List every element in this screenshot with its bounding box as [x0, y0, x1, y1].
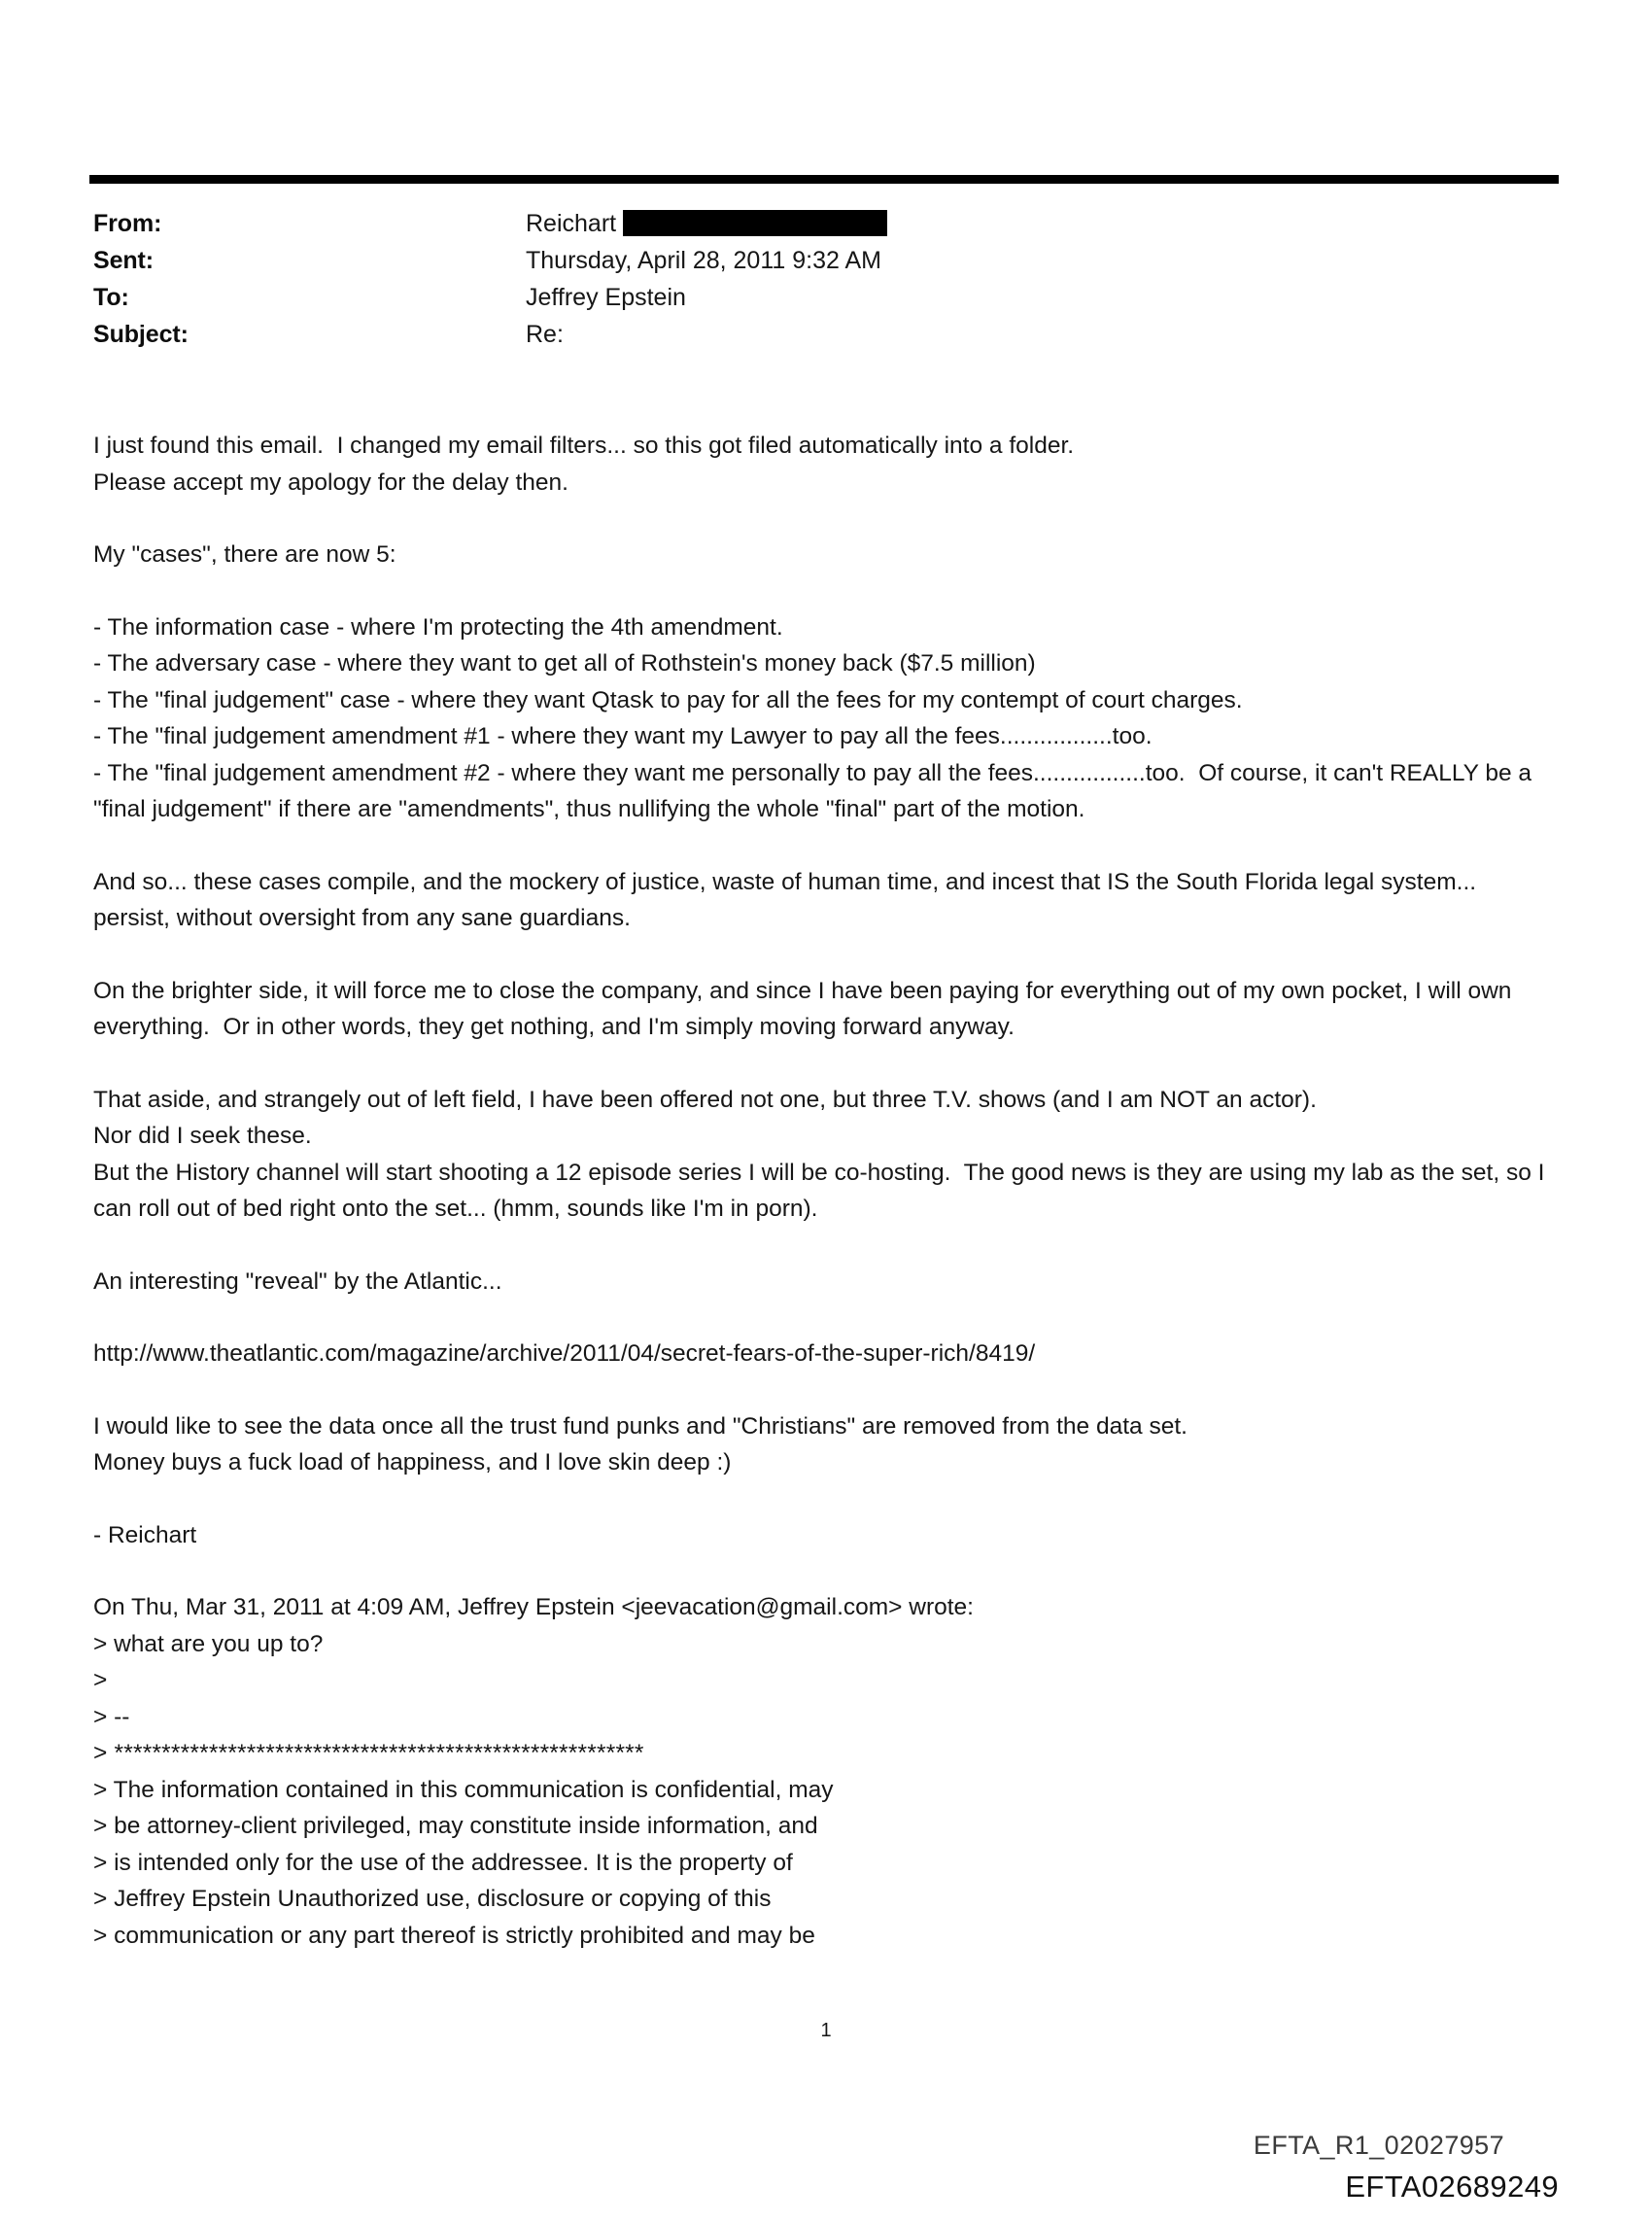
- paragraph-spacer: [93, 573, 1580, 609]
- paragraph-spacer: [93, 1553, 1580, 1589]
- body-paragraph-data-set-line2: Money buys a fuck load of happiness, and I love skin deep :): [93, 1449, 732, 1476]
- header-value-to: Jeffrey Epstein: [526, 284, 686, 311]
- paragraph-spacer: [93, 1228, 1580, 1264]
- quoted-disclaimer-line-3: > is intended only for the use of the addressee. It is the property of: [93, 1849, 793, 1876]
- body-paragraph-mockery-line1: And so... these cases compile, and the mockery of justice, waste of human time, and incest that IS the South Florida legal system...: [93, 868, 1477, 895]
- from-sender-name: Reichart: [526, 210, 617, 237]
- header-row-subject: [93, 321, 1259, 358]
- paragraph-spacer: [93, 828, 1580, 864]
- case-list-item-1: - The information case - where I'm protecting the 4th amendment.: [93, 613, 783, 641]
- body-paragraph-tv-line1: That aside, and strangely out of left field, I have been offered not one, but three T.V. shows (and I am NOT an actor).: [93, 1086, 1317, 1113]
- paragraph-spacer: [93, 1481, 1580, 1517]
- body-paragraph-brighter-side: On the brighter side, it will force me to close the company, and since I have been paying for everything out of my own pocket, I will own everything. Or in other words, they get nothing, and I'm simply moving forward anyway.: [93, 977, 1519, 1040]
- bates-stamp-primary: EFTA_R1_02027957: [1253, 2131, 1504, 2160]
- header-row-sent: [93, 247, 1259, 284]
- header-label-to: To:: [93, 284, 129, 311]
- body-paragraph-intro-line1: I just found this email. I changed my email filters... so this got filed automatically into a folder.: [93, 433, 1075, 459]
- quoted-line-2: >: [93, 1667, 108, 1693]
- paragraph-spacer: [93, 937, 1580, 973]
- body-paragraph-tv-line3: But the History channel will start shooting a 12 episode series I will be co-hosting. The good news is they are using my lab as the set, so I can roll out of bed right onto the set... (hmm, sounds like I'm in porn).: [93, 1159, 1552, 1222]
- case-list-item-4: - The "final judgement amendment #1 - where they want my Lawyer to pay all the fees.................too.: [93, 723, 1153, 749]
- paragraph-spacer: [93, 1300, 1580, 1336]
- header-value-sent: Thursday, April 28, 2011 9:32 AM: [526, 247, 881, 274]
- quoted-disclaimer-line-5: > communication or any part thereof is strictly prohibited and may be: [93, 1922, 815, 1949]
- header-label-subject: Subject:: [93, 321, 189, 348]
- header-rule: [89, 175, 1559, 184]
- body-paragraph-data-set-line1: I would like to see the data once all the trust fund punks and "Christians" are removed from the data set.: [93, 1412, 1187, 1440]
- quoted-disclaimer-line-4: > Jeffrey Epstein Unauthorized use, disclosure or copying of this: [93, 1886, 772, 1912]
- body-paragraph-mockery-line2: persist, without oversight from any sane guardians.: [93, 905, 631, 931]
- paragraph-spacer: [93, 501, 1580, 537]
- quoted-attribution-line: On Thu, Mar 31, 2011 at 4:09 AM, Jeffrey Epstein <jeevacation@gmail.com> wrote:: [93, 1594, 974, 1620]
- header-row-to: [93, 284, 1259, 321]
- body-paragraph-cases-heading: My "cases", there are now 5:: [93, 541, 396, 568]
- atlantic-article-url[interactable]: http://www.theatlantic.com/magazine/archive/2011/04/secret-fears-of-the-super-rich/8419/: [93, 1340, 1036, 1367]
- case-list-item-3: - The "final judgement" case - where they want Qtask to pay for all the fees for my contempt of court charges.: [93, 686, 1243, 713]
- body-paragraph-atlantic-reveal: An interesting "reveal" by the Atlantic...: [93, 1267, 502, 1295]
- scan-margin: [1635, 0, 1652, 2222]
- quoted-disclaimer-line-1: > The information contained in this communication is confidential, may: [93, 1776, 834, 1803]
- body-paragraph-tv-line2: Nor did I seek these.: [93, 1123, 312, 1149]
- quoted-line-3: > --: [93, 1703, 130, 1730]
- body-paragraph-intro-line2: Please accept my apology for the delay then.: [93, 469, 568, 496]
- header-value-from: [526, 210, 887, 238]
- header-value-subject: Re:: [526, 321, 564, 348]
- email-body: [93, 428, 1580, 1954]
- quoted-disclaimer-line-2: > be attorney-client privileged, may constitute inside information, and: [93, 1813, 818, 1839]
- header-row-from: [93, 210, 1259, 247]
- quoted-line-1: > what are you up to?: [93, 1630, 324, 1657]
- bates-stamp-secondary: EFTA02689249: [1345, 2170, 1559, 2204]
- header-label-from: From:: [93, 210, 162, 237]
- redaction-bar: [623, 210, 887, 236]
- email-header-block: [93, 210, 1259, 358]
- page-number: 1: [820, 2020, 832, 2041]
- signature-line: - Reichart: [93, 1521, 197, 1548]
- paragraph-spacer: [93, 1046, 1580, 1082]
- case-list-item-5: - The "final judgement amendment #2 - where they want me personally to pay all the fees.................too. Of course, it can't REALLY be a "final judgement" if there are "amendments", thus nullifying the whole "final" part of the motion.: [93, 759, 1538, 822]
- header-label-sent: Sent:: [93, 247, 155, 274]
- case-list-item-2: - The adversary case - where they want to get all of Rothstein's money back ($7.5 million): [93, 650, 1036, 677]
- quoted-separator-stars: > ********************************************************: [93, 1740, 644, 1766]
- paragraph-spacer: [93, 1372, 1580, 1408]
